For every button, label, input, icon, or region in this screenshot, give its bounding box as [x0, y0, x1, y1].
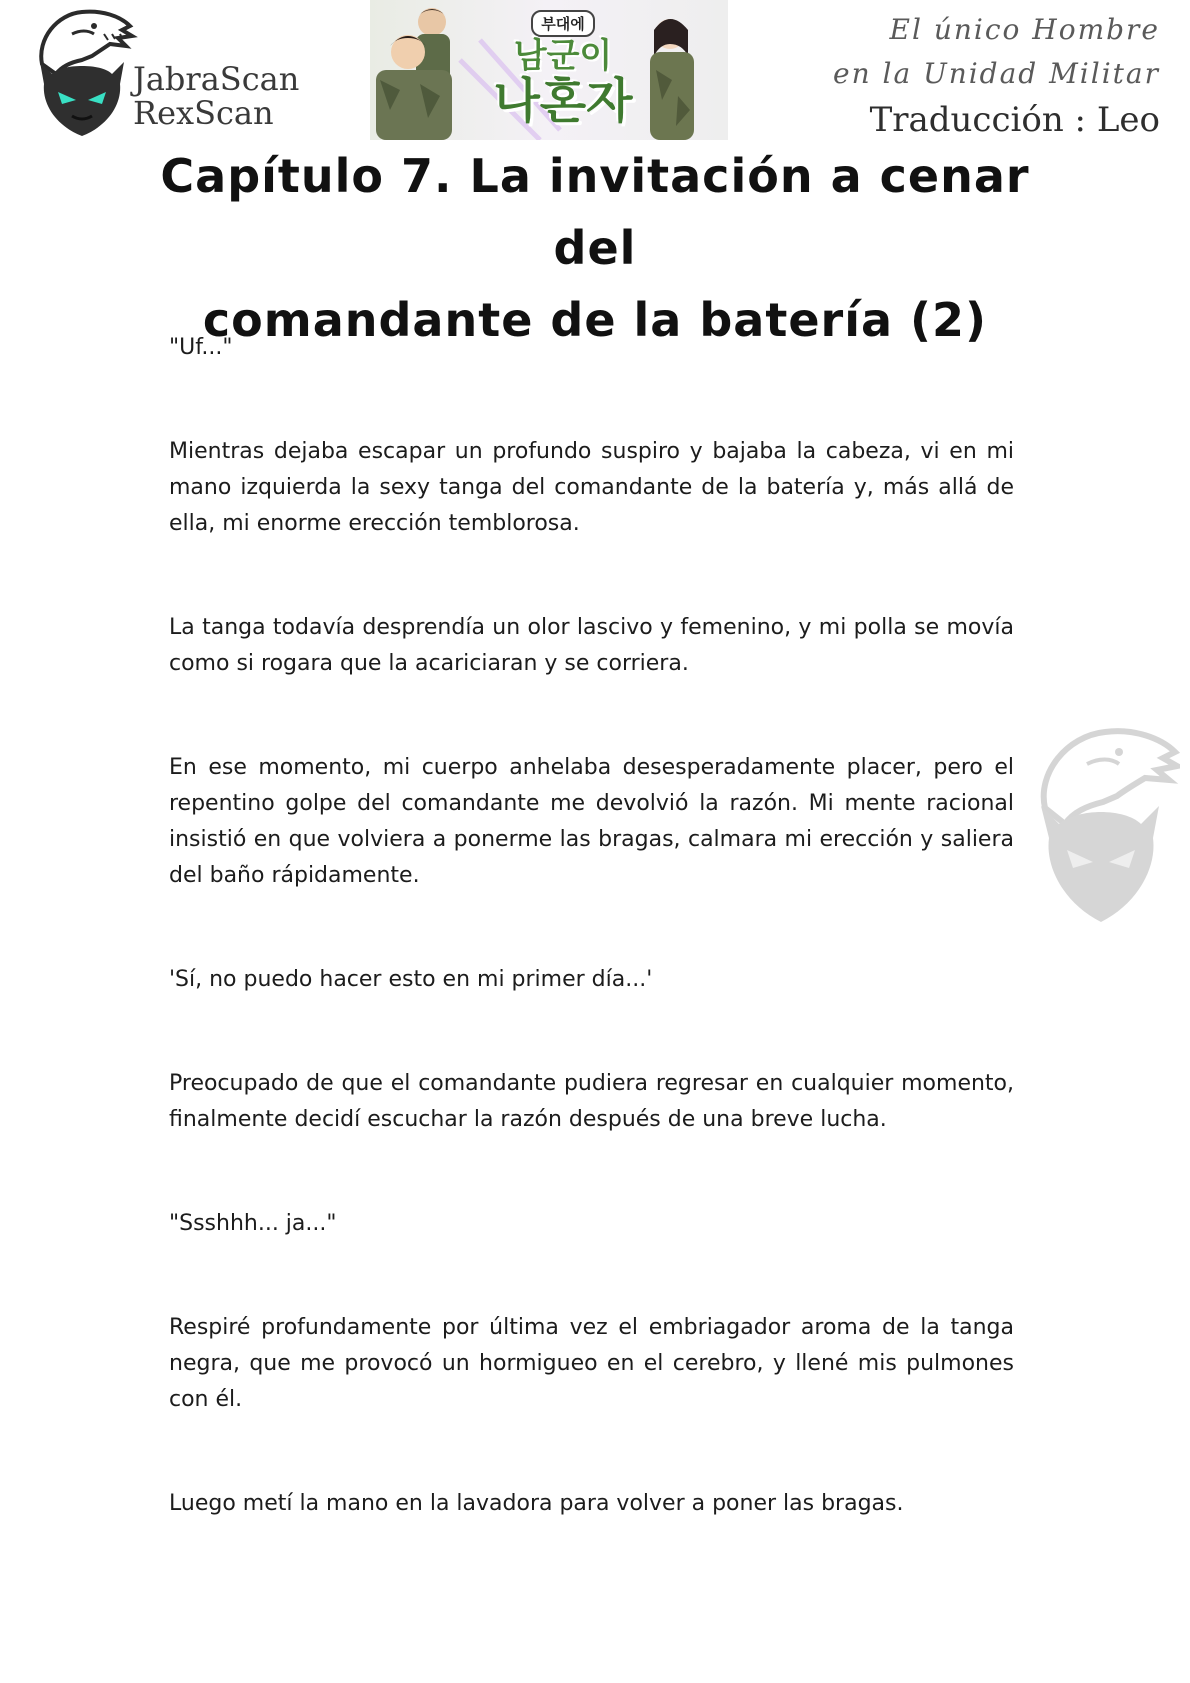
series-title-line1: El único Hombre [889, 13, 1160, 46]
cover-title-line1: 남군이 [513, 36, 613, 76]
cover-title-line2: 나혼자 [493, 73, 633, 129]
paragraph: 'Sí, no puedo hacer esto en mi primer día...' [169, 967, 653, 992]
series-info [833, 8, 1160, 144]
page-header [0, 0, 1190, 145]
paragraph: "Uf..." [169, 335, 233, 360]
chapter-body [169, 330, 1014, 1590]
brand-rexscan: RexScan [133, 94, 274, 132]
paragraph: "Ssshhh... ja..." [169, 1211, 337, 1236]
brand-names [133, 62, 299, 130]
dinosaur-devil-logo-icon [22, 4, 142, 139]
cover-title [488, 10, 638, 127]
chapter-title-line2: comandante de la batería (2) [202, 293, 988, 347]
cover-title-small: 부대에 [531, 10, 594, 37]
cover-art-banner [370, 0, 728, 140]
paragraph: Luego metí la mano en la lavadora para volver a poner las bragas. [169, 1491, 904, 1516]
paragraph: Preocupado de que el comandante pudiera regresar en cualquier momento, finalmente decidí escuchar la razón después de una breve lucha. [169, 1071, 1014, 1132]
paragraph: Mientras dejaba escapar un profundo suspiro y bajaba la cabeza, vi en mi mano izquierda la sexy tanga del comandante de la batería y, más allá de ella, mi enorme erección temblorosa. [169, 439, 1014, 536]
paragraph: La tanga todavía desprendía un olor lascivo y femenino, y mi polla se movía como si rogara que la acariciaran y se corriera. [169, 615, 1014, 676]
dinosaur-devil-watermark-icon [1015, 718, 1180, 938]
chapter-title-line1: Capítulo 7. La invitación a cenar del [160, 149, 1030, 275]
translator-credit: Traducción : Leo [869, 100, 1160, 140]
chapter-title [150, 140, 1040, 356]
paragraph: En ese momento, mi cuerpo anhelaba desesperadamente placer, pero el repentino golpe del comandante me devolvió la razón. Mi mente racional insistió en que volviera a ponerme las bragas, calmara mi erección y saliera del baño rápidamente. [169, 755, 1014, 888]
series-title-line2: en la Unidad Militar [833, 57, 1160, 90]
brand-jabrascan: JabraScan [133, 60, 300, 98]
paragraph: Respiré profundamente por última vez el embriagador aroma de la tanga negra, que me provocó un hormigueo en el cerebro, y llené mis pulmones con él. [169, 1315, 1014, 1412]
